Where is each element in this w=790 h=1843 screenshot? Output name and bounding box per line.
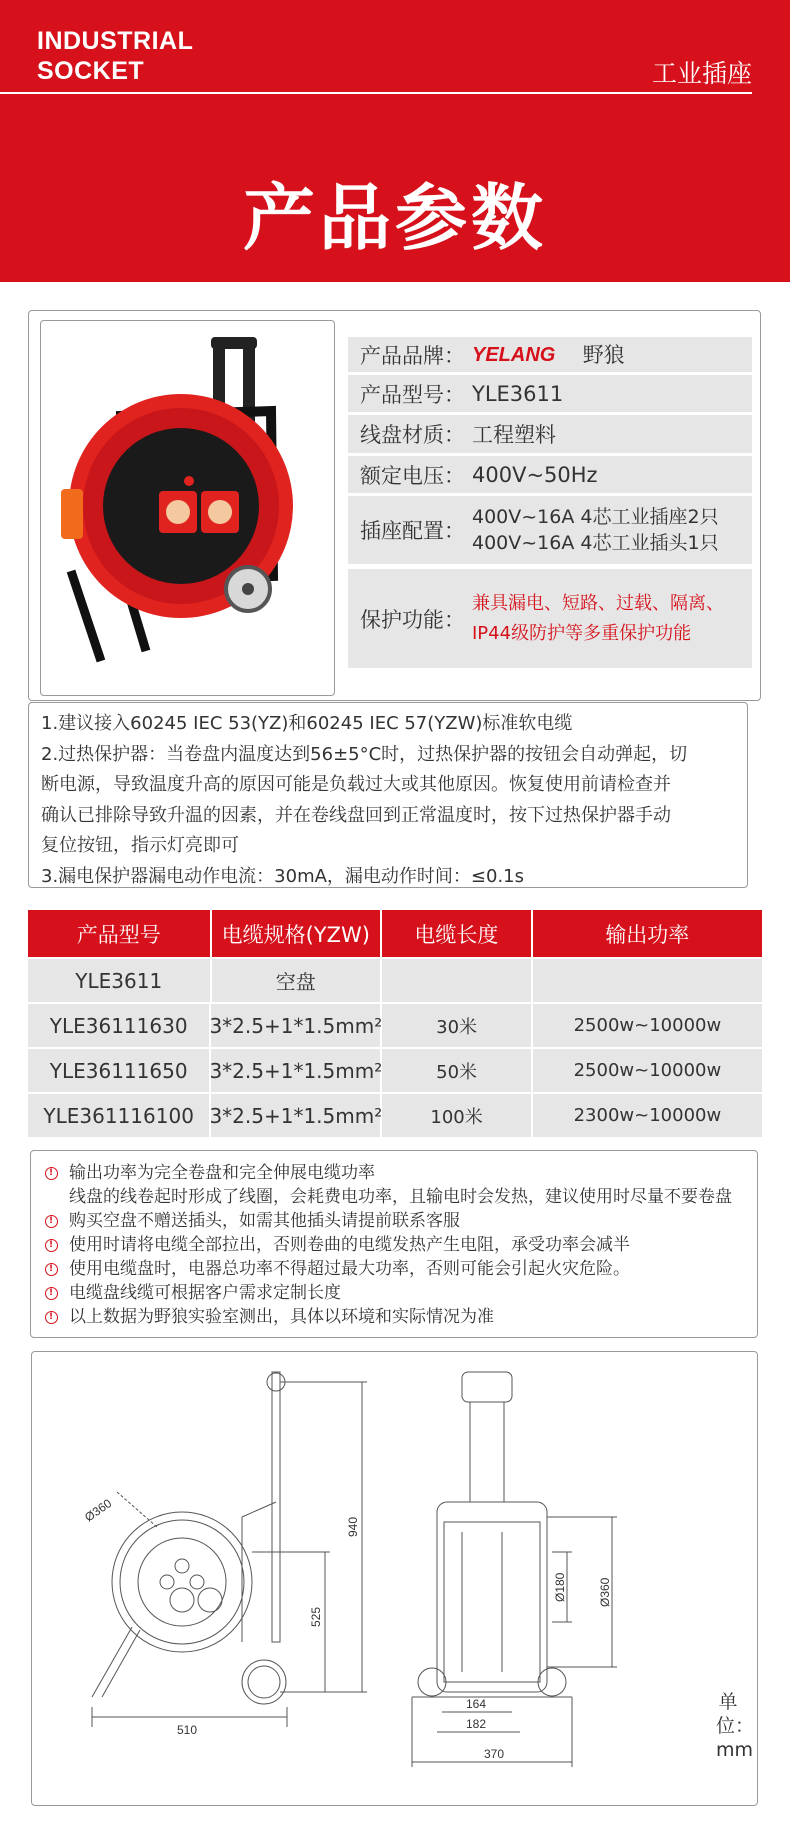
spec-material-value: 工程塑料: [472, 423, 556, 447]
warnings-panel: [30, 1150, 758, 1338]
note-2-line1: 2.过热保护器：当卷盘内温度达到56±5°C时，过热保护器的按钮会自动弹起，切: [41, 743, 688, 765]
spec-model-row: [348, 375, 752, 412]
spec-socket-line1: 400V~16A 4芯工业插座2只: [472, 506, 719, 528]
spec-material-row: [348, 415, 752, 453]
header-cable-length: 电缆长度: [382, 910, 531, 957]
dimension-drawing: [31, 1351, 758, 1806]
table-row: [28, 959, 762, 1002]
table-row: [28, 1049, 762, 1092]
header-cable-spec: 电缆规格(YZW): [212, 910, 381, 957]
english-title: [37, 26, 193, 86]
warning-text: [69, 1161, 732, 1209]
cell-output-power: 2300w~10000w: [533, 1094, 762, 1137]
note-3: 3.漏电保护器漏电动作电流：30mA，漏电动作时间：≤0.1s: [41, 865, 525, 887]
product-image: [40, 320, 335, 696]
note-1: 1.建议接入60245 IEC 53(YZ)和60245 IEC 57(YZW)标准软电缆: [41, 713, 573, 734]
cell-cable-spec: 3*2.5+1*1.5mm²: [211, 1049, 380, 1092]
front-view: [412, 1372, 617, 1767]
cell-cable-length: 50米: [382, 1049, 530, 1092]
spec-protection-line2: IP44级防护等多重保护功能: [472, 622, 692, 644]
warning-1-line1: 输出功率为完全卷盘和完全伸展电缆功率: [69, 1163, 375, 1183]
usage-notes: [28, 702, 748, 888]
spec-voltage-label: 额定电压：: [360, 463, 465, 488]
warning-4: 使用电缆盘时，电器总功率不得超过最大功率，否则可能会引起火灾危险。: [69, 1259, 630, 1279]
spec-socket-label: 插座配置：: [360, 519, 465, 543]
cell-cable-spec: 空盘: [212, 959, 381, 1002]
cell-model: YLE36111650: [28, 1049, 209, 1092]
warning-6: 以上数据为野狼实验室测出，具体以环境和实际情况为准: [69, 1307, 494, 1327]
spec-protection-value: [466, 589, 724, 649]
warning-3: 使用时请将电缆全部拉出，否则卷曲的电缆发热产生电阻，承受功率会减半: [69, 1235, 630, 1255]
spec-brand-row: [348, 337, 752, 372]
spec-voltage-value: 400V~50Hz: [472, 462, 598, 487]
spec-protection-row: [348, 569, 752, 668]
warning-item: [41, 1233, 747, 1257]
cell-output-power: 2500w~10000w: [533, 1049, 762, 1092]
header-banner: [0, 0, 790, 282]
spec-voltage-row: [348, 456, 752, 493]
warning-2: 购买空盘不赠送插头，如需其他插头请提前联系客服: [69, 1211, 460, 1231]
cell-cable-spec: 3*2.5+1*1.5mm²: [211, 1004, 380, 1047]
warning-item: [41, 1281, 747, 1305]
header-model: 产品型号: [28, 910, 210, 957]
dim-reel-diameter: Ø360: [82, 1496, 115, 1525]
note-2-line3: 确认已排除导致升温的因素，并在卷线盘回到正常温度时，按下过热保护器手动: [41, 804, 671, 826]
alert-icon: !: [41, 1233, 61, 1257]
svg-text:YELANG: YELANG: [472, 343, 556, 365]
side-view: [92, 1372, 367, 1727]
alert-icon: !: [41, 1257, 61, 1281]
table-header: [28, 910, 762, 957]
warning-1-line2: 线盘的线卷起时形成了线圈，会耗费电功率，且输电时会发热，建议使用时尽量不要卷盘: [69, 1187, 732, 1207]
dim-total-height: 940: [346, 1516, 360, 1537]
cell-model: YLE361116100: [28, 1094, 209, 1137]
cell-output-power: [533, 959, 762, 1002]
spec-protection-label: 保护功能：: [360, 607, 465, 632]
dim-axle-height: 525: [309, 1606, 323, 1627]
dim-total-width: 510: [177, 1723, 198, 1737]
spec-brand-value: 野狼: [582, 343, 625, 368]
warning-5: 电缆盘线缆可根据客户需求定制长度: [69, 1283, 341, 1303]
alert-icon: !: [41, 1281, 61, 1305]
alert-icon: !: [41, 1161, 61, 1209]
cell-cable-spec: 3*2.5+1*1.5mm²: [211, 1094, 380, 1137]
table-row: [28, 1094, 762, 1137]
english-title-line1: INDUSTRIAL: [37, 27, 194, 55]
note-2-line2: 断电源，导致温度升高的原因可能是负载过大或其他原因。恢复使用前请检查并: [41, 774, 671, 795]
dim-width-370: 370: [484, 1747, 505, 1761]
spec-socket-line2: 400V~16A 4芯工业插头1只: [472, 532, 719, 554]
spec-protection-line1: 兼具漏电、短路、过载、隔离、: [472, 592, 724, 614]
cell-cable-length: 100米: [382, 1094, 530, 1137]
table-row: [28, 1004, 762, 1047]
english-title-line2: SOCKET: [37, 57, 145, 85]
warning-item: [41, 1161, 747, 1209]
brand-logo: [472, 343, 564, 370]
unit-label: 单位：mm: [716, 1691, 755, 1761]
warning-item: [41, 1257, 747, 1281]
cell-model: YLE3611: [28, 959, 210, 1002]
spec-model-label: 产品型号：: [360, 382, 465, 407]
banner-divider: [0, 92, 752, 94]
spec-socket-value: [466, 504, 719, 556]
spec-brand-label: 产品品牌：: [360, 343, 465, 368]
dim-width-164: 164: [466, 1697, 487, 1711]
cell-output-power: 2500w~10000w: [533, 1004, 762, 1047]
dim-reel-diameter-front: Ø360: [598, 1577, 612, 1607]
alert-icon: !: [41, 1305, 61, 1329]
cell-model: YLE36111630: [28, 1004, 209, 1047]
warning-item: [41, 1305, 747, 1329]
category-label: 工业插座: [651, 59, 752, 88]
header-output-power: 输出功率: [533, 910, 762, 957]
spec-model-value: YLE3611: [472, 381, 564, 406]
dim-hub-diameter: Ø180: [553, 1572, 567, 1602]
cell-cable-length: 30米: [382, 1004, 530, 1047]
alert-icon: !: [41, 1209, 61, 1233]
model-table: [28, 910, 762, 1139]
dim-width-182: 182: [466, 1717, 487, 1731]
cell-cable-length: [382, 959, 531, 1002]
warning-item: [41, 1209, 747, 1233]
note-2-line4: 复位按钮，指示灯亮即可: [41, 835, 239, 856]
page-title: 产品参数: [242, 176, 547, 260]
spec-socket-row: [348, 496, 752, 564]
spec-material-label: 线盘材质：: [360, 423, 465, 447]
spec-brand-value-wrap: [466, 339, 625, 370]
